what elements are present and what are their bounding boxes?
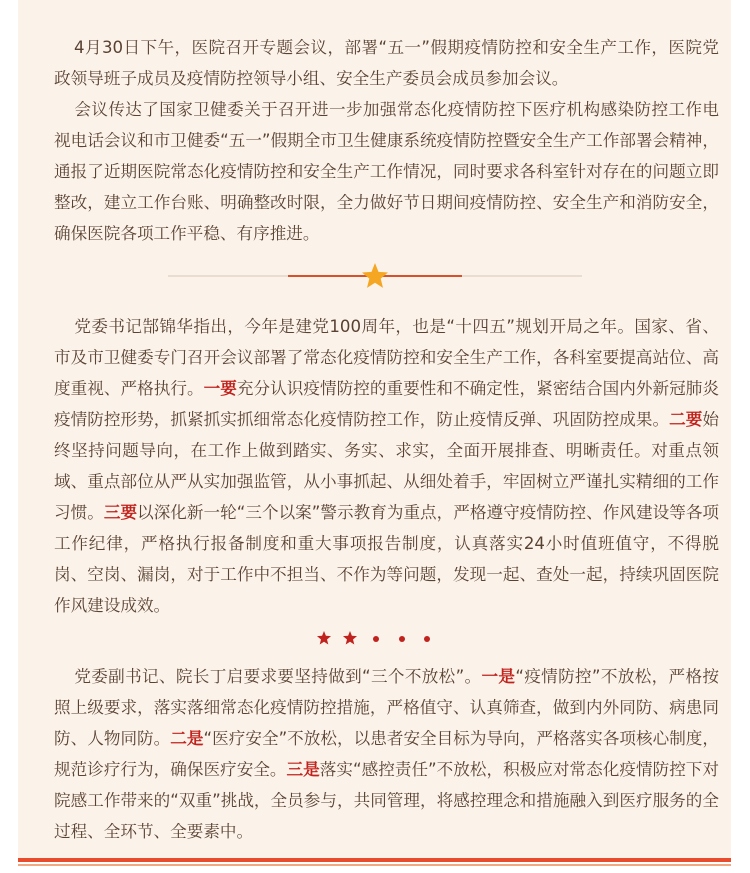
star-icon [362,263,388,288]
p4-keyword-3: 三是 [286,760,320,779]
p4-text-3: 落实“感控责任”不放松，积极应对常态化疫情防控下对院感工作带来的“双重”挑战，全员参与，共同管理，将感控理念和措施融入到医疗服务的全过程、全环节、全要素中。 [54,760,720,841]
p3-text-3: 以深化新一轮“三个以案”警示教育为重点，严格遵守疫情防控、作风建设等各项工作纪律，严格执行报备制度和重大事项报告制度，认真落实24小时值班值守，不得脱岗、空岗、漏岗，对于工作中不担当、不作为等问题，发现一起、查处一起，持续巩固医院作风建设成效。 [54,503,720,615]
paragraph-1 [54,32,719,94]
dot-icon [399,636,405,642]
paragraph-2 [54,94,719,249]
stars-and-dots-icon [315,629,435,647]
bottom-border [18,858,731,868]
bottom-border-light [18,864,731,866]
dot-icon [373,636,379,642]
p4-intro: 党委副书记、院长丁启要求要坚持做到“三个不放松”。 [74,667,482,686]
small-star-icon [317,631,331,645]
star-divider [168,261,582,291]
p4-text-1: “疫情防控”不放松，严格按照上级要求，落实落细常态化疫情防控措施，严格值守、认真筛查，做到内外同防、病患同防、人物同防。 [54,667,720,748]
p4-text-2: “医疗安全”不放松，以患者安全目标为导向，严格落实各项核心制度，规范诊疗行为，确保医疗安全。 [54,729,720,779]
paragraph-3 [54,311,719,621]
p3-intro: 党委书记郜锦华指出，今年是建党100周年，也是“十四五”规划开局之年。国家、省、市及市卫健委专门召开会议部署了常态化疫情防控和安全生产工作，各科室要提高站位、高度重视、严格执行。 [54,317,719,398]
dot-icon [424,636,430,642]
small-star-icon [343,631,357,645]
p4-keyword-1: 一是 [481,667,516,686]
paragraph-2-text: 会议传达了国家卫健委关于召开进一步加强常态化疫情防控下医疗机构感染防控工作电视电话会议和市卫健委“五一”假期全市卫生健康系统疫情防控暨安全生产工作部署会精神，通报了近期医院常态化疫情防控和安全生产工作情况，同时要求各科室针对存在的问题立即整改，建立工作台账、明确整改时限，全力做好节日期间疫情防控、安全生产和消防安全，确保医院各项工作平稳、有序推进。 [54,100,719,243]
p4-keyword-2: 二是 [170,729,204,748]
p3-keyword-2: 二要 [669,410,703,429]
p3-keyword-1: 一要 [203,379,237,398]
p3-text-1: 充分认识疫情防控的重要性和不确定性，紧密结合国内外新冠肺炎疫情防控形势，抓紧抓实抓细常态化疫情防控工作，防止疫情反弹、巩固防控成果。 [54,379,720,429]
bottom-border-red [18,858,731,862]
paragraph-4 [54,661,719,847]
p3-text-2: 始终坚持问题导向，在工作上做到踏实、务实、求实，全面开展排查、明晰责任。对重点领域、重点部位从严从实加强监管，从小事抓起、从细处着手，牢固树立严谨扎实精细的工作习惯。 [54,410,720,522]
p3-keyword-3: 三要 [103,503,138,522]
paragraph-1-text: 4月30日下午，医院召开专题会议，部署“五一”假期疫情防控和安全生产工作，医院党政领导班子成员及疫情防控领导小组、安全生产委员会成员参加会议。 [54,38,719,88]
